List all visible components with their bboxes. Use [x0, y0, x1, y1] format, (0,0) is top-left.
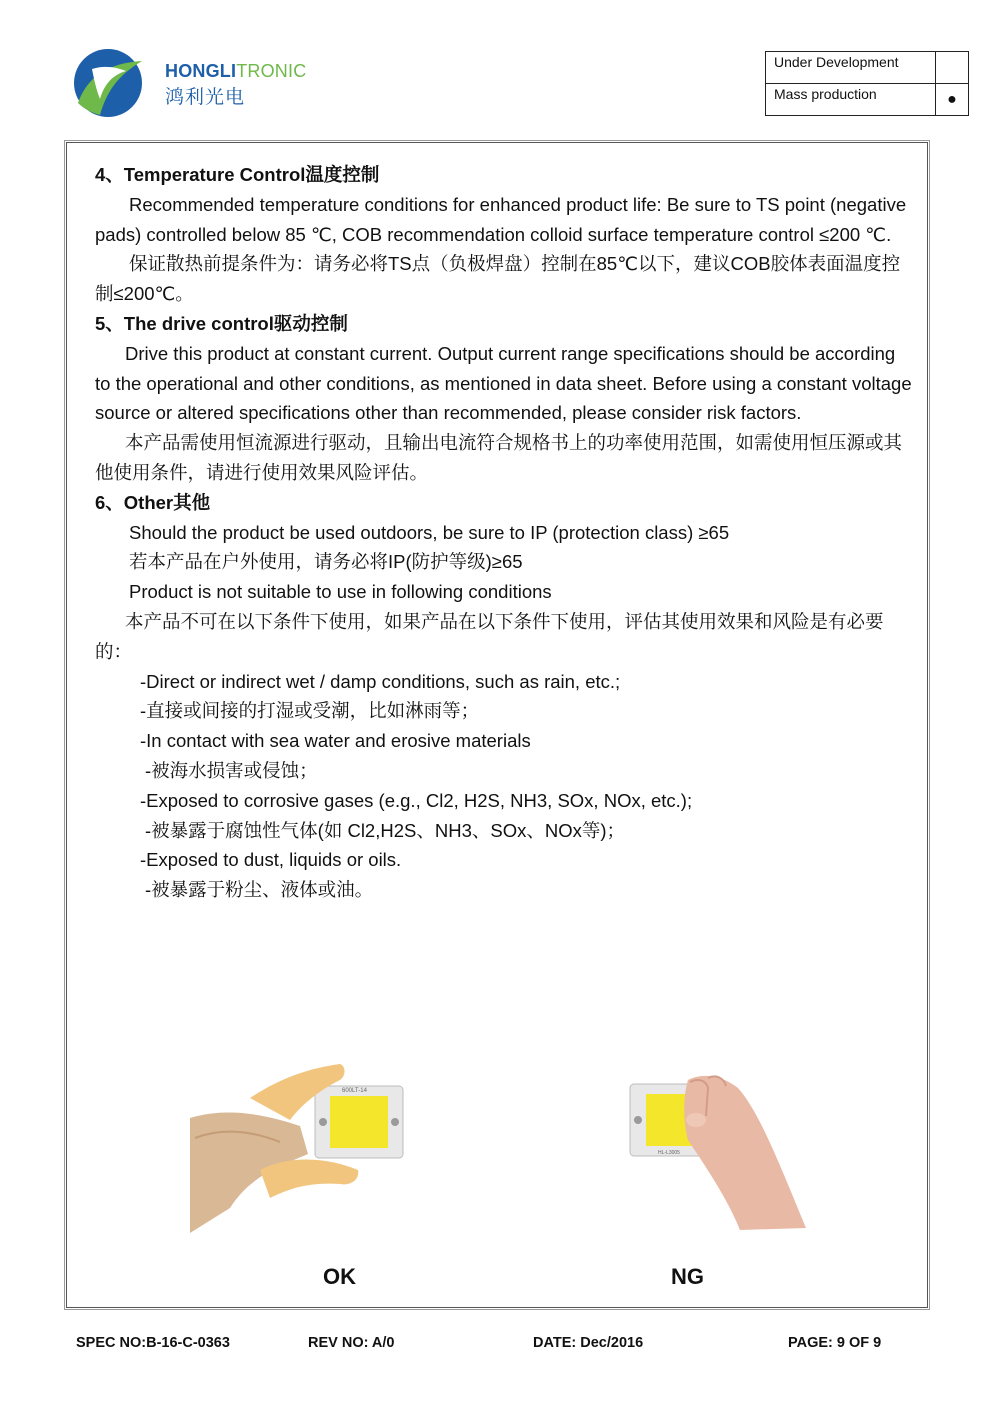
svg-text:HL-L3005: HL-L3005 — [658, 1150, 680, 1156]
status-label: Under Development — [766, 52, 936, 84]
document-date: DATE: Dec/2016 — [533, 1335, 644, 1351]
section-6-line-1: Should the product be used outdoors, be sure to IP (protection class) ≥65 — [129, 521, 730, 543]
page-number: PAGE: 9 OF 9 — [788, 1335, 882, 1351]
revision-number: REV NO: A/0 — [308, 1335, 395, 1351]
company-logo — [70, 45, 320, 120]
condition-item: -Direct or indirect wet / damp conditions, such as rain, etc.; — [140, 670, 621, 692]
status-table — [765, 51, 969, 116]
status-row-mass-production — [766, 84, 969, 116]
brand-name-cn: 鸿利光电 — [165, 87, 246, 108]
spec-number: SPEC NO:B-16-C-0363 — [76, 1335, 230, 1351]
document-body — [95, 160, 915, 905]
section-5-title: 5、The drive control驱动控制 — [95, 312, 348, 334]
section-6-title: 6、Other其他 — [95, 491, 211, 513]
condition-item: -被暴露于腐蚀性气体(如 Cl2,H2S、NH3、SOx、NOx等)； — [145, 819, 625, 841]
section-5-text-en: Drive this product at constant current. Output current range specifications should be according to the operational and other conditions, as mentioned in data sheet. Before using a constant voltage source or altered specifications other than recommended, please consider risk factors. — [95, 342, 912, 424]
section-6-line-2: 若本产品在户外使用，请务必将IP(防护等级)≥65 — [129, 551, 523, 573]
section-6-line-3: Product is not suitable to use in following conditions — [129, 581, 552, 603]
condition-item: -被海水损害或侵蚀； — [145, 759, 318, 781]
ng-label: NG — [671, 1264, 704, 1289]
ok-handling-image — [190, 1058, 410, 1233]
section-4-text-cn: 保证散热前提条件为：请务必将TS点（负极焊盘）控制在85℃以下，建议COB胶体表面温度控制≤200℃。 — [95, 253, 901, 305]
condition-item: -被暴露于粉尘、液体或油。 — [145, 879, 374, 901]
svg-text:600LT-14: 600LT-14 — [342, 1088, 367, 1094]
ng-handling-image — [628, 1070, 808, 1230]
condition-item: -In contact with sea water and erosive materials — [140, 730, 531, 752]
section-5-text-cn: 本产品需使用恒流源进行驱动，且输出电流符合规格书上的功率使用范围，如需使用恒压源或其他使用条件，请进行使用效果风险评估。 — [95, 432, 903, 483]
status-mark — [936, 52, 969, 84]
section-4-title: 4、Temperature Control温度控制 — [95, 164, 380, 185]
status-mark-filled: ● — [936, 84, 969, 116]
brand-name: HONGLITRONIC — [165, 61, 307, 81]
status-label: Mass production — [766, 84, 936, 116]
hongli-swirl-logo-icon — [70, 45, 150, 120]
status-row-development — [766, 52, 969, 84]
section-6-line-4: 本产品不可在以下条件下使用，如果产品在以下条件下使用，评估其使用效果和风险是有必要的： — [95, 610, 884, 662]
condition-item: -直接或间接的打湿或受潮，比如淋雨等； — [140, 700, 480, 722]
section-4-text-en: Recommended temperature conditions for enhanced product life: Be sure to TS point (negative pads) controlled below 85 ℃, COB recommendation colloid surface temperature control ≤200 ℃. — [95, 193, 907, 245]
condition-item: -Exposed to corrosive gases (e.g., Cl2, H2S, NH3, SOx, NOx, etc.); — [140, 789, 693, 811]
ok-label: OK — [323, 1264, 356, 1289]
condition-item: -Exposed to dust, liquids or oils. — [140, 849, 402, 871]
